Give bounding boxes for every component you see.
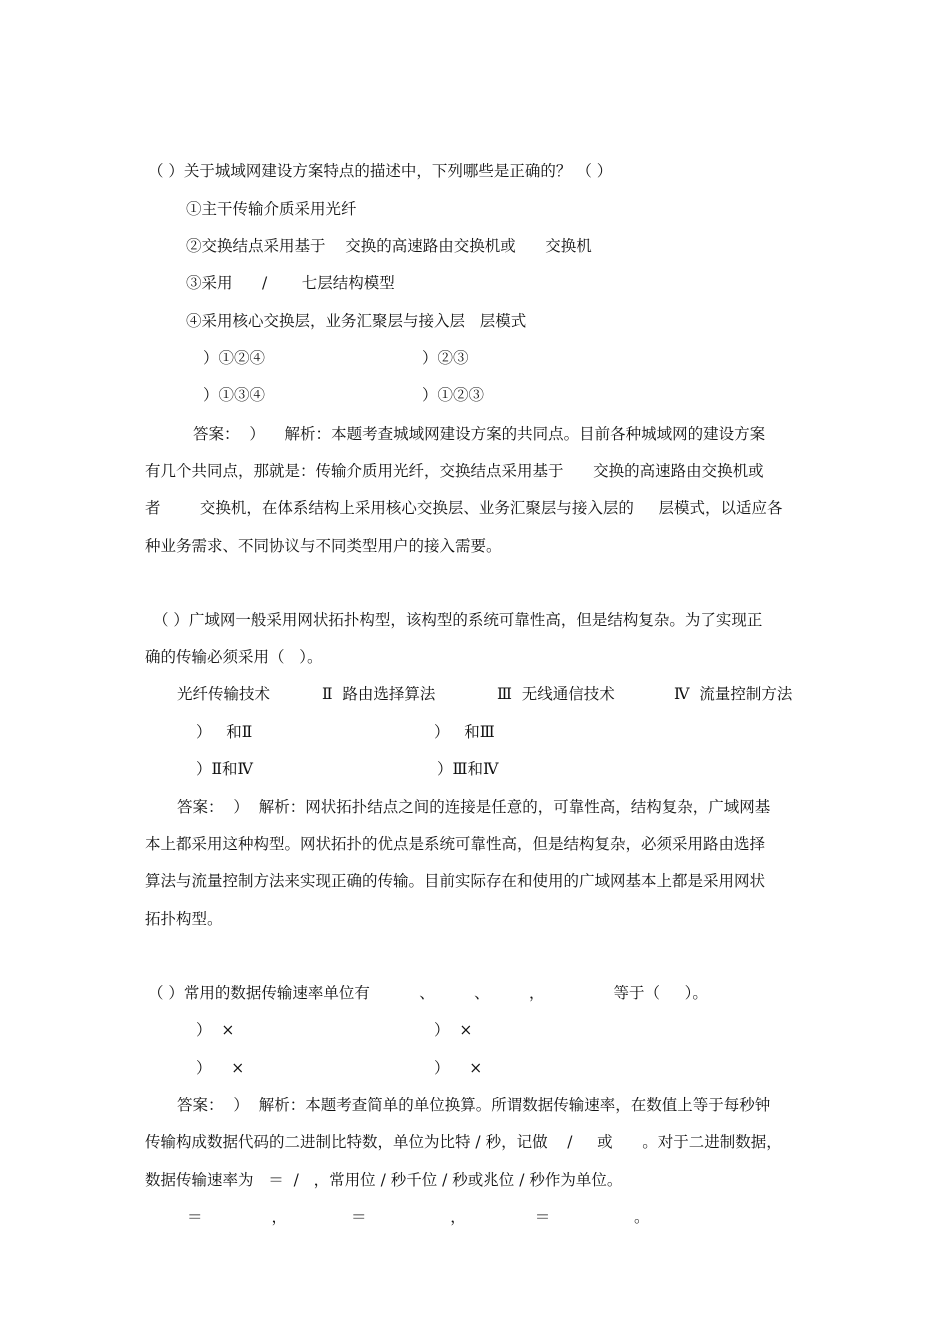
q1-answer-line-1: 答案： ） 解析：本题考查城域网建设方案的共同点。目前各种城域网的建设方案 <box>193 425 766 443</box>
q2-answer-line-1: 答案： ） 解析：网状拓扑结点之间的连接是任意的，可靠性高，结构复杂，广域网基 <box>177 798 771 816</box>
q1-item-2: ②交换结点采用基于 交换的高速路由交换机或 交换机 <box>186 237 592 255</box>
q1-option-a: ）①②④ <box>203 349 266 367</box>
q1-option-c: ）①③④ <box>203 386 266 404</box>
q3-option-b: ） × <box>434 1021 473 1039</box>
q2-option-b: ） 和Ⅲ <box>434 723 495 741</box>
q3-option-c: ） × <box>196 1059 245 1077</box>
q2-stem-line-1: （ ）广域网一般采用网状拓扑构型，该构型的系统可靠性高，但是结构复杂。为了实现正 <box>153 611 763 629</box>
q2-tech-1: 光纤传输技术 <box>177 685 271 703</box>
q1-item-1: ①主干传输介质采用光纤 <box>186 200 357 218</box>
q1-option-b: ）②③ <box>422 349 469 367</box>
q2-answer-line-3: 算法与流量控制方法来实现正确的传输。目前实际存在和使用的广域网基本上都是采用网状 <box>145 872 766 890</box>
q2-answer-line-2: 本上都采用这种构型。网状拓扑的优点是系统可靠性高，但是结构复杂，必须采用路由选择 <box>145 835 766 853</box>
q2-tech-2: Ⅱ 路由选择算法 <box>322 685 436 703</box>
q2-answer-line-4: 拓扑构型。 <box>145 910 223 928</box>
q1-stem: （ ）关于城域网建设方案特点的描述中，下列哪些是正确的？ （ ） <box>148 162 613 180</box>
q1-answer-line-2: 有几个共同点，那就是：传输介质用光纤，交换结点采用基于 交换的高速路由交换机或 <box>145 462 764 480</box>
q3-stem: （ ）常用的数据传输速率单位有 、 、 ， 等于（ ）。 <box>148 984 708 1002</box>
q3-answer-line-1: 答案： ） 解析：本题考查简单的单位换算。所谓数据传输速率，在数值上等于每秒钟 <box>177 1096 771 1114</box>
q2-option-d: ）Ⅲ和Ⅳ <box>437 760 499 778</box>
q3-answer-line-3: 数据传输速率为 ＝ / ，常用位 / 秒千位 / 秒或兆位 / 秒作为单位。 <box>145 1171 623 1189</box>
q1-answer-line-3: 者 交换机，在体系结构上采用核心交换层、业务汇聚层与接入层的 层模式，以适应各 <box>145 499 783 517</box>
q2-option-a: ） 和Ⅱ <box>196 723 253 741</box>
q3-conversions: ＝ ， ＝ ， ＝ 。 <box>187 1208 650 1226</box>
q3-answer-line-2: 传输构成数据代码的二进制比特数，单位为比特 / 秒，记做 / 或 。对于二进制数据， <box>145 1133 782 1151</box>
q1-option-d: ）①②③ <box>422 386 485 404</box>
q3-option-d: ） × <box>434 1059 483 1077</box>
q2-tech-3: Ⅲ 无线通信技术 <box>497 685 615 703</box>
q3-option-a: ） × <box>196 1021 235 1039</box>
q1-item-3: ③采用 / 七层结构模型 <box>186 274 395 292</box>
q2-stem-line-2: 确的传输必须采用（ ）。 <box>145 648 323 666</box>
q2-tech-4: Ⅳ 流量控制方法 <box>674 685 793 703</box>
q2-option-c: ）Ⅱ和Ⅳ <box>196 760 254 778</box>
q1-answer-line-4: 种业务需求、不同协议与不同类型用户的接入需要。 <box>145 537 502 555</box>
q1-item-4: ④采用核心交换层，业务汇聚层与接入层 层模式 <box>186 312 527 330</box>
